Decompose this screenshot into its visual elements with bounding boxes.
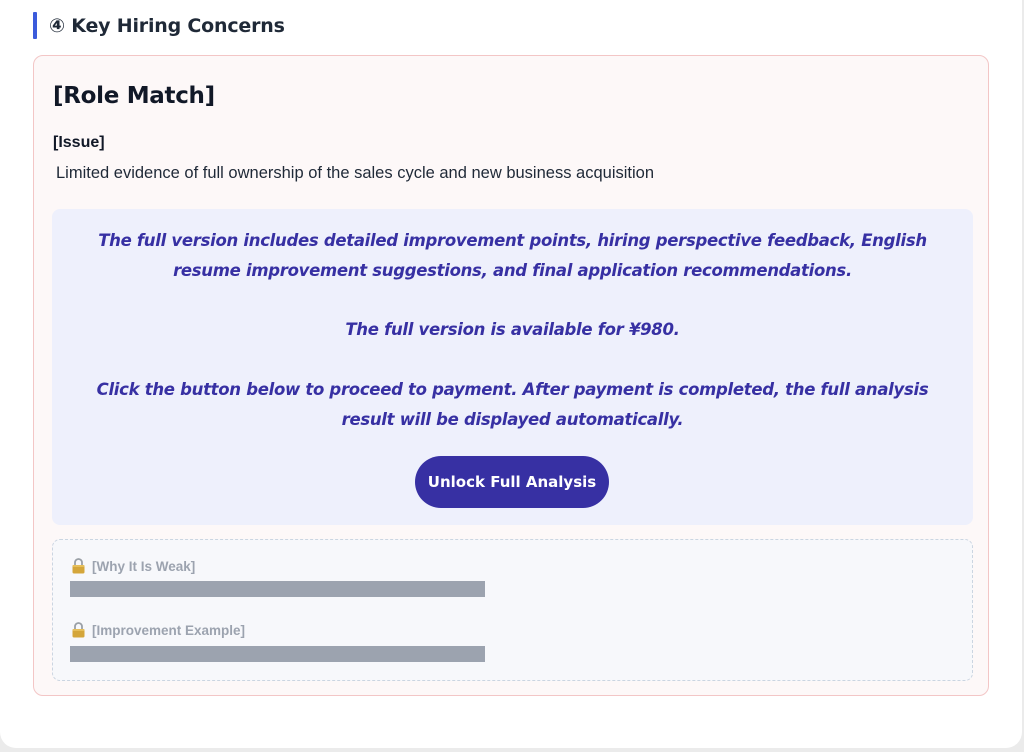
issue-label: [Issue] bbox=[53, 134, 105, 151]
redacted-content-bar bbox=[70, 581, 485, 597]
lock-icon bbox=[71, 558, 86, 574]
upsell-panel bbox=[52, 209, 973, 525]
upsell-price: The full version is available for ¥980. bbox=[345, 320, 680, 339]
concern-card bbox=[33, 55, 989, 696]
issue-text: Limited evidence of full ownership of the sales cycle and new business acquisition bbox=[56, 164, 655, 182]
section-accent-bar bbox=[33, 12, 37, 39]
locked-item-improvement-example bbox=[71, 622, 245, 638]
concern-title: [Role Match] bbox=[53, 83, 215, 109]
redacted-content-bar bbox=[70, 646, 485, 662]
section-title: ④ Key Hiring Concerns bbox=[49, 14, 285, 37]
section-heading bbox=[33, 12, 285, 39]
locked-item-why-weak bbox=[71, 558, 195, 574]
lock-icon bbox=[71, 622, 86, 638]
upsell-description: The full version includes detailed improvement points, hiring perspective feedback, English resume improvement suggestions, and final application recommendations. bbox=[98, 231, 927, 280]
locked-content-box bbox=[52, 539, 973, 681]
locked-item-label: [Why It Is Weak] bbox=[92, 558, 196, 574]
unlock-full-analysis-button[interactable]: Unlock Full Analysis bbox=[415, 456, 609, 508]
upsell-instructions: Click the button below to proceed to payment. After payment is completed, the full analysis result will be displayed automatically. bbox=[96, 380, 929, 429]
locked-item-label: [Improvement Example] bbox=[92, 622, 246, 638]
